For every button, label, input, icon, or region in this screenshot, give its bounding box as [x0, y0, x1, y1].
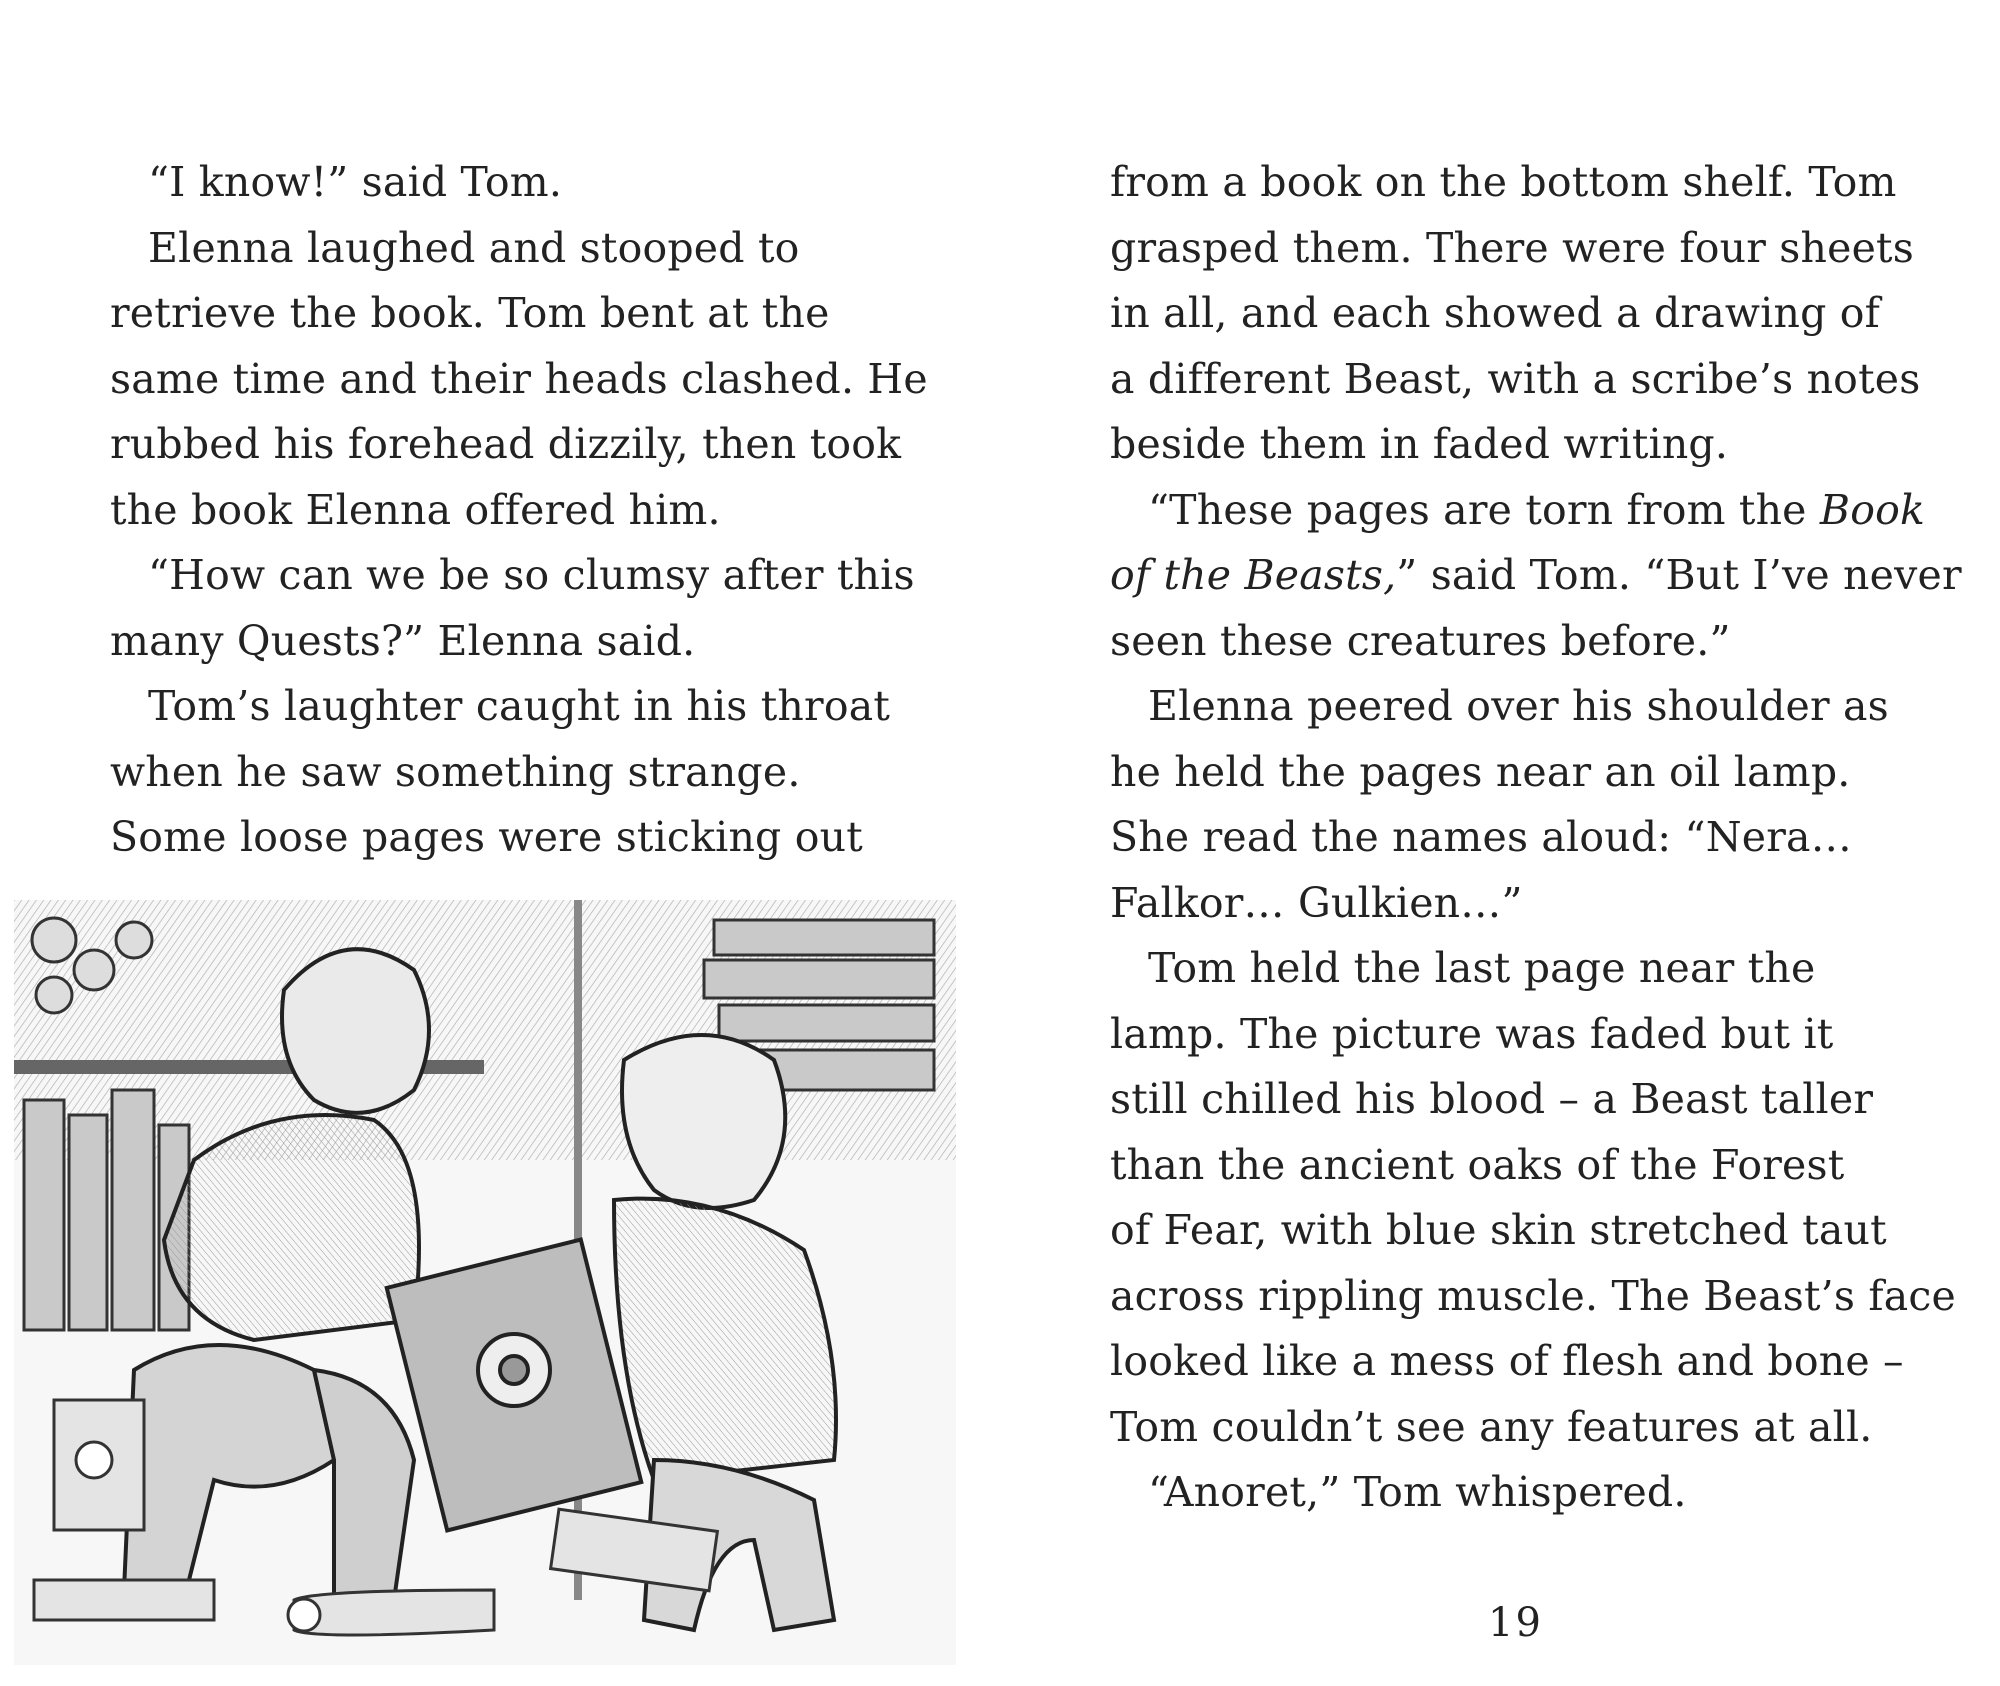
text-line — [1110, 478, 1926, 544]
text-line: Elenna laughed and stooped to — [148, 223, 800, 272]
book-title-italic: Book — [1819, 485, 1926, 534]
page-number: 19 — [1488, 1600, 1543, 1646]
text-run: ” said Tom. “But I’ve never — [1396, 551, 1962, 599]
paragraph — [110, 216, 928, 544]
paragraph — [110, 543, 915, 674]
left-column — [110, 150, 928, 871]
text-line: Some loose pages were sticking out — [110, 813, 863, 861]
text-line: the book Elenna offered him. — [110, 485, 721, 534]
text-line: than the ancient oaks of the Forest — [1110, 1140, 1845, 1189]
paragraph — [1110, 1460, 1910, 1526]
text-line: still chilled his blood – a Beast taller — [1110, 1075, 1874, 1123]
text-line: of Fear, with blue skin stretched taut — [1110, 1206, 1887, 1254]
pencil-drawing-icon — [14, 900, 956, 1665]
text-line: grasped them. There were four sheets — [1110, 223, 1914, 272]
text-line: Tom couldn’t see any features at all. — [1110, 1402, 1873, 1451]
text-line: beside them in faded writing. — [1110, 420, 1729, 468]
text-line: Elenna peered over his shoulder as — [1148, 682, 1889, 730]
book-title-italic: of the Beasts, — [1110, 551, 1397, 599]
paragraph — [110, 674, 910, 871]
text-line: from a book on the bottom shelf. Tom — [1110, 158, 1897, 206]
paragraph — [110, 150, 910, 216]
text-run: “These pages are torn from the — [1148, 485, 1820, 534]
illustration — [14, 900, 956, 1665]
text-line: “I know!” said Tom. — [148, 158, 563, 206]
text-line: “How can we be so clumsy after this — [148, 551, 915, 599]
text-line: Falkor… Gulkien…” — [1110, 878, 1523, 927]
text-line: when he saw something strange. — [110, 747, 801, 796]
paragraph — [1110, 936, 1956, 1460]
paragraph — [1110, 150, 1921, 478]
text-line: Tom’s laughter caught in his throat — [148, 682, 891, 730]
text-line: seen these creatures before.” — [1110, 616, 1731, 665]
text-line — [1110, 543, 1962, 609]
text-line: “Anoret,” Tom whispered. — [1148, 1468, 1687, 1516]
text-line: looked like a mess of flesh and bone – — [1110, 1337, 1904, 1385]
text-line: rubbed his forehead dizzily, then took — [110, 420, 902, 468]
right-column — [1110, 150, 1962, 1526]
text-line: he held the pages near an oil lamp. — [1110, 747, 1851, 796]
text-line: in all, and each showed a drawing of — [1110, 289, 1881, 337]
text-line: lamp. The picture was faded but it — [1110, 1009, 1834, 1058]
text-line: She read the names aloud: “Nera… — [1110, 813, 1852, 861]
paragraph — [1110, 674, 1910, 936]
text-line: a different Beast, with a scribe’s notes — [1110, 354, 1921, 403]
text-line: same time and their heads clashed. He — [110, 354, 928, 403]
paragraph — [1110, 478, 1962, 675]
text-line: across rippling muscle. The Beast’s face — [1110, 1271, 1956, 1320]
text-line: retrieve the book. Tom bent at the — [110, 289, 830, 337]
text-line: Tom held the last page near the — [1148, 944, 1816, 992]
text-line: many Quests?” Elenna said. — [110, 616, 696, 665]
